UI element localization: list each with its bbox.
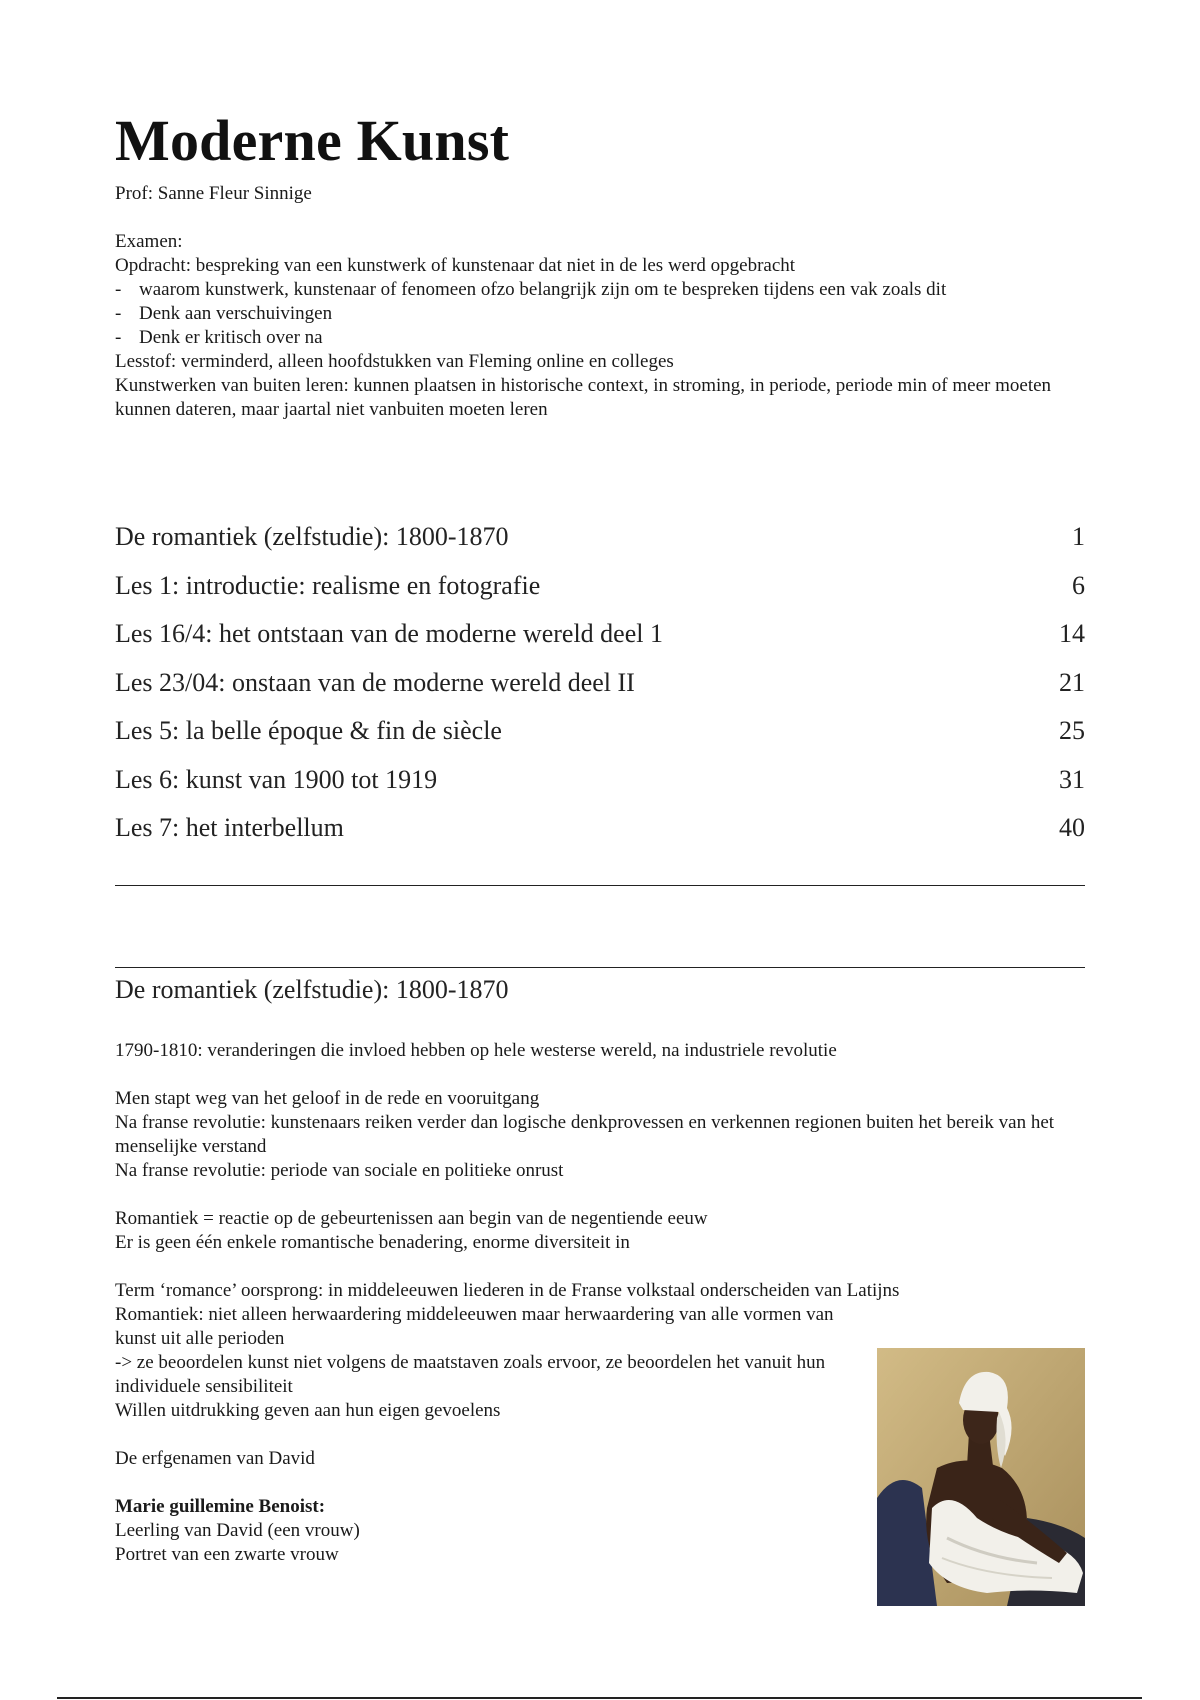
text-line: Na franse revolutie: periode van sociale en politieke onrust	[115, 1160, 564, 1181]
toc-entry[interactable]	[115, 813, 1085, 862]
artist-name: Marie guillemine Benoist:	[115, 1496, 326, 1517]
text-line: Leerling van David (een vrouw)	[115, 1520, 360, 1541]
toc-entry[interactable]	[115, 668, 1085, 717]
text-line: Romantiek: niet alleen herwaardering middeleeuwen maar herwaardering van alle vormen van kunst uit alle perioden	[115, 1304, 834, 1349]
text-line: Er is geen één enkele romantische benadering, enorme diversiteit in	[115, 1232, 630, 1253]
portrait-painting-image	[877, 1348, 1085, 1606]
exam-bullet: - Denk er kritisch over na	[115, 327, 323, 348]
exam-bullet: - waarom kunstwerk, kunstenaar of fenomeen ofzo belangrijk zijn om te bespreken tijdens een vak zoals dit	[115, 279, 947, 300]
section-divider-line	[115, 967, 1085, 968]
toc-entry-title: Les 6: kunst van 1900 tot 1919	[115, 764, 438, 794]
exam-bullet-text: Denk aan verschuivingen	[139, 303, 333, 324]
exam-bullet-text: Denk er kritisch over na	[139, 327, 323, 348]
exam-bullet: - Denk aan verschuivingen	[115, 303, 333, 324]
exam-bullet-text: waarom kunstwerk, kunstenaar of fenomeen ofzo belangrijk zijn om te bespreken tijdens een vak zoals dit	[139, 279, 947, 300]
toc-entry-page: 6	[1072, 570, 1085, 600]
portrait-of-a-black-woman-painting-icon	[877, 1348, 1085, 1606]
text-line: Men stapt weg van het geloof in de rede en vooruitgang	[115, 1088, 540, 1109]
toc-entry-title: Les 23/04: onstaan van de moderne wereld deel II	[115, 667, 635, 697]
page-bottom-line	[57, 1697, 1142, 1699]
toc-entry[interactable]	[115, 716, 1085, 765]
toc-entry-page: 14	[1059, 619, 1085, 648]
exam-assignment: Opdracht: bespreking van een kunstwerk of kunstenaar dat niet in de les werd opgebracht	[115, 255, 796, 276]
toc-entry-page: 1	[1072, 522, 1085, 551]
toc-entry-title: Les 5: la belle époque & fin de siècle	[115, 716, 502, 745]
toc-entry[interactable]	[115, 619, 1085, 668]
paragraph	[115, 1207, 1100, 1255]
toc-entry-title: Les 1: introductie: realisme en fotografie	[115, 570, 541, 600]
paragraph: De erfgenamen van David	[115, 1448, 315, 1469]
table-of-contents	[115, 522, 1085, 862]
divider-line	[115, 885, 1085, 886]
paragraph	[115, 1087, 1100, 1183]
exam-material: Lesstof: verminderd, alleen hoofdstukken van Fleming online en colleges	[115, 351, 674, 372]
toc-entry-page: 31	[1059, 764, 1085, 794]
toc-entry[interactable]	[115, 571, 1085, 620]
paragraph: 1790-1810: veranderingen die invloed hebben op hele westerse wereld, na industriele revolutie	[115, 1040, 837, 1061]
toc-entry-page: 21	[1059, 667, 1085, 697]
toc-entry[interactable]	[115, 522, 1085, 571]
text-line: Portret van een zwarte vrouw	[115, 1544, 339, 1565]
toc-entry-page: 25	[1059, 716, 1085, 745]
text-line: Na franse revolutie: kunstenaars reiken verder dan logische denkprovessen en verkennen regionen buiten het bereik van het menselijke verstand	[115, 1112, 1055, 1157]
professor-line: Prof: Sanne Fleur Sinnige	[115, 183, 312, 204]
text-line: Willen uitdrukking geven aan hun eigen gevoelens	[115, 1400, 501, 1421]
toc-entry-title: Les 7: het interbellum	[115, 813, 344, 842]
text-line: Term ‘romance’ oorsprong: in middeleeuwen liederen in de Franse volkstaal onderscheiden van Latijns	[115, 1280, 900, 1301]
section-heading: De romantiek (zelfstudie): 1800-1870	[115, 975, 509, 1004]
document-title: Moderne Kunst	[115, 108, 510, 173]
exam-heading: Examen:	[115, 231, 183, 252]
text-line: -> ze beoordelen kunst niet volgens de maatstaven zoals ervoor, ze beoordelen het vanuit hun individuele sensibiliteit	[115, 1352, 826, 1397]
toc-entry-title: De romantiek (zelfstudie): 1800-1870	[115, 522, 509, 551]
exam-info	[115, 230, 1095, 422]
toc-entry-page: 40	[1059, 813, 1085, 842]
exam-artworks: Kunstwerken van buiten leren: kunnen plaatsen in historische context, in stroming, in periode, periode min of meer moeten kunnen dateren, maar jaartal niet vanbuiten moeten leren	[115, 375, 1052, 420]
toc-entry-title: Les 16/4: het ontstaan van de moderne wereld deel 1	[115, 619, 663, 648]
toc-entry[interactable]	[115, 765, 1085, 814]
text-block	[115, 1303, 875, 1423]
text-line: Romantiek = reactie op de gebeurtenissen aan begin van de negentiende eeuw	[115, 1208, 708, 1229]
